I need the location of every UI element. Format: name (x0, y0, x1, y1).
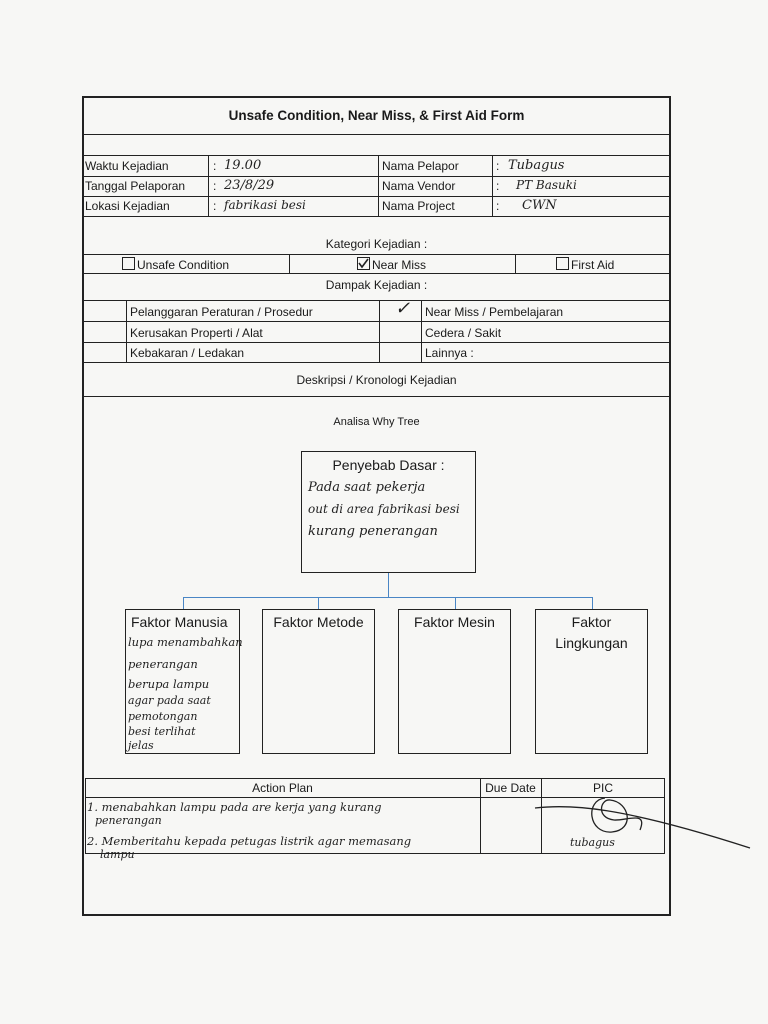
dampak-item: Lainnya : (425, 346, 474, 360)
root-cause-line: out di area fabrikasi besi (308, 502, 460, 516)
kategori-heading-wrap (82, 237, 671, 251)
pelapor-label: Nama Pelapor (382, 159, 459, 173)
colon: : (496, 159, 500, 173)
signature-icon (530, 790, 760, 860)
factor-box-lingkungan (535, 609, 648, 754)
divider (289, 254, 290, 273)
divider (82, 254, 671, 255)
divider (82, 321, 671, 322)
connector-line (388, 573, 389, 597)
vendor-value: PT Basuki (516, 178, 577, 192)
factor-title: Faktor Manusia (131, 614, 228, 630)
kategori-heading: Kategori Kejadian : (325, 237, 428, 251)
action-row-2: 2. Memberitahu kepada petugas listrik agar memasang (87, 834, 412, 848)
divider (82, 342, 671, 343)
dampak-item: Pelanggaran Peraturan / Prosedur (130, 305, 313, 319)
connector-line (455, 597, 456, 609)
vendor-label: Nama Vendor (382, 179, 456, 193)
factor-title: Faktor Mesin (414, 614, 495, 630)
divider (82, 300, 671, 301)
divider (421, 300, 422, 362)
tanggal-label: Tanggal Pelaporan (85, 179, 186, 193)
action-row-2-cont: lampu (100, 848, 135, 861)
nearmiss-label: Near Miss (372, 258, 427, 272)
tanggal-value: 23/8/29 (224, 178, 275, 193)
dampak-heading: Dampak Kejadian : (325, 278, 428, 292)
divider (126, 300, 127, 362)
pic-signature-name: tubagus (570, 836, 615, 849)
divider (82, 396, 671, 397)
factor-box-manusia (125, 609, 243, 754)
divider (378, 155, 379, 216)
action-row-1-cont: penerangan (95, 814, 162, 827)
kategori-nearmiss[interactable] (357, 257, 426, 272)
project-label: Nama Project (382, 199, 455, 213)
firstaid-label: First Aid (571, 258, 615, 272)
pic-header: PIC (592, 781, 613, 795)
dampak-item: Kerusakan Properti / Alat (130, 326, 263, 340)
colon: : (213, 179, 217, 193)
form-title: Unsafe Condition, Near Miss, & First Aid Form (228, 108, 525, 123)
factor-line: besi terlihat (128, 725, 196, 738)
divider (208, 155, 209, 216)
kategori-firstaid[interactable] (556, 257, 614, 272)
factor-box-mesin (398, 609, 511, 754)
divider (82, 273, 671, 274)
connector-line (318, 597, 319, 609)
factor-title: Faktor (571, 614, 612, 630)
colon: : (213, 199, 217, 213)
factor-line: lupa menambahkan (128, 635, 243, 649)
divider (82, 176, 671, 177)
checkbox-nearmiss[interactable] (357, 257, 370, 270)
checkbox-firstaid[interactable] (556, 257, 569, 270)
colon: : (496, 179, 500, 193)
divider (379, 300, 380, 362)
lokasi-value: fabrikasi besi (224, 198, 306, 212)
action-plan-header-wrap (85, 781, 480, 795)
root-cause-line: kurang penerangan (308, 524, 438, 539)
lokasi-label: Lokasi Kejadian (85, 199, 170, 213)
factor-line: jelas (128, 739, 154, 752)
project-value: CWN (522, 198, 557, 213)
form-title-wrap (82, 108, 671, 123)
divider (82, 196, 671, 197)
kategori-unsafe[interactable] (122, 257, 229, 272)
deskripsi-heading: Deskripsi / Kronologi Kejadian (296, 373, 457, 387)
action-row-1: 1. menabahkan lampu pada are kerja yang kurang (87, 800, 382, 814)
colon: : (496, 199, 500, 213)
divider (82, 362, 671, 363)
root-cause-box (301, 451, 476, 573)
due-date-header: Due Date (485, 781, 536, 795)
why-tree-heading: Analisa Why Tree (333, 416, 420, 428)
divider (515, 254, 516, 273)
factor-title-line2: Lingkungan (555, 635, 628, 651)
dampak-item: Near Miss / Pembelajaran (425, 305, 564, 319)
action-plan-header: Action Plan (252, 781, 313, 795)
unsafe-label: Unsafe Condition (137, 258, 230, 272)
dampak-check-mark: ✓ (395, 298, 411, 319)
root-cause-title: Penyebab Dasar : (332, 457, 445, 473)
divider (82, 134, 671, 135)
why-tree-heading-wrap (82, 416, 671, 428)
divider (82, 216, 671, 217)
deskripsi-heading-wrap (82, 373, 671, 387)
dampak-item: Kebakaran / Ledakan (130, 346, 245, 360)
factor-line: agar pada saat (128, 694, 211, 707)
waktu-label: Waktu Kejadian (85, 159, 169, 173)
waktu-value: 19.00 (224, 158, 262, 173)
connector-line (183, 597, 593, 598)
divider (82, 155, 671, 156)
factor-line: penerangan (128, 657, 198, 671)
connector-line (183, 597, 184, 609)
pelapor-value: Tubagus (508, 158, 565, 173)
dampak-item: Cedera / Sakit (425, 326, 502, 340)
factor-line: pemotongan (128, 710, 198, 723)
dampak-heading-wrap (82, 278, 671, 292)
colon: : (213, 159, 217, 173)
check-icon (358, 258, 369, 269)
factor-line: berupa lampu (128, 677, 210, 691)
factor-title: Faktor Metode (273, 614, 364, 630)
connector-line (592, 597, 593, 609)
checkbox-unsafe[interactable] (122, 257, 135, 270)
root-cause-line: Pada saat pekerja (308, 480, 426, 495)
divider (492, 155, 493, 216)
factor-box-metode (262, 609, 375, 754)
